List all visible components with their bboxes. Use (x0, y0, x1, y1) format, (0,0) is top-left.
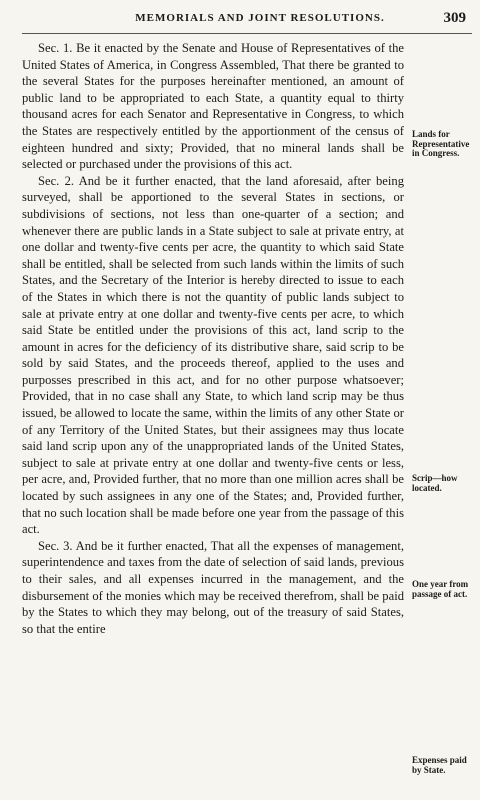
margin-note-expenses: Expenses paid by State. (412, 755, 467, 775)
margin-note-one-year: One year from passage of act. (412, 579, 469, 599)
running-title: MEMORIALS AND JOINT RESOLUTIONS. (135, 12, 385, 24)
running-head (0, 12, 480, 32)
header-rule (22, 33, 472, 34)
page-number: 309 (443, 10, 466, 26)
body-text (22, 40, 404, 637)
margin-note-lands: Lands for Representative in Congress. (412, 129, 470, 158)
section-3-paragraph: Sec. 3. And be it further enacted, That all the expenses of management, superintendence and taxes from the date of selection of said lands, previous to their sales, and all expenses incurred in the management, and the disbursement of the monies which may be received therefrom, shall be paid by the States to which they may belong, out of the treasury of said States, so that the entire (22, 538, 404, 636)
section-2-paragraph: Sec. 2. And be it further enacted, that the land aforesaid, after being surveyed, shall be apportioned to the several States in sections, or subdivisions of sections, not less than one-quarter of a section; and whenever there are public lands in a State subject to sale at private entry, at one dollar and twenty-five cents per acre, the quantity to which said State shall be entitled, shall be selected from such lands within the limits of such States, and the Secretary of the Interior is hereby directed to issue to each of the States in which there is not the quantity of public lands subject to sale at private entry at one dollar and twenty-five cents per acre, to which said State be entitled under the provisions of this act, land scrip to the amount in acres for the deficiency of its distributive share, said scrip to be sold by said States, and the proceeds thereof, applied to the uses and purposses prescribed in this act, and for no other purpose whatsoever; Provided, that in no case shall any State, to which land scrip may be thus issued, be allowed to locate the same, within the limits of any other State or of any Territory of the United States, but their assignees may thus locate said land scrip upon any of the unappropriated lands of the United States, subject to sale at private entry at one dollar and twenty-five cents or less, per acre, and, Provided further, that no more than one million acres shall be located by such assignees in any one of the States; and, Provided further, that no such location shall be made before one year from the passage of this act. (22, 173, 404, 537)
margin-note-scrip: Scrip—how located. (412, 473, 458, 493)
section-1-paragraph: Sec. 1. Be it enacted by the Senate and House of Representatives of the United States of America, in Congress Assembled, That there be granted to the several States for the purposes hereinafter mentioned, an amount of public land to be appropriated to each State, a quantity equal to thirty thousand acres for each Senator and Representative in Congress, to which the States are respectively entitled by the apportionment of the census of eighteen hundred and sixty; Provided, that no mineral lands shall be selected or purchased under the provisions of this act. (22, 41, 404, 172)
